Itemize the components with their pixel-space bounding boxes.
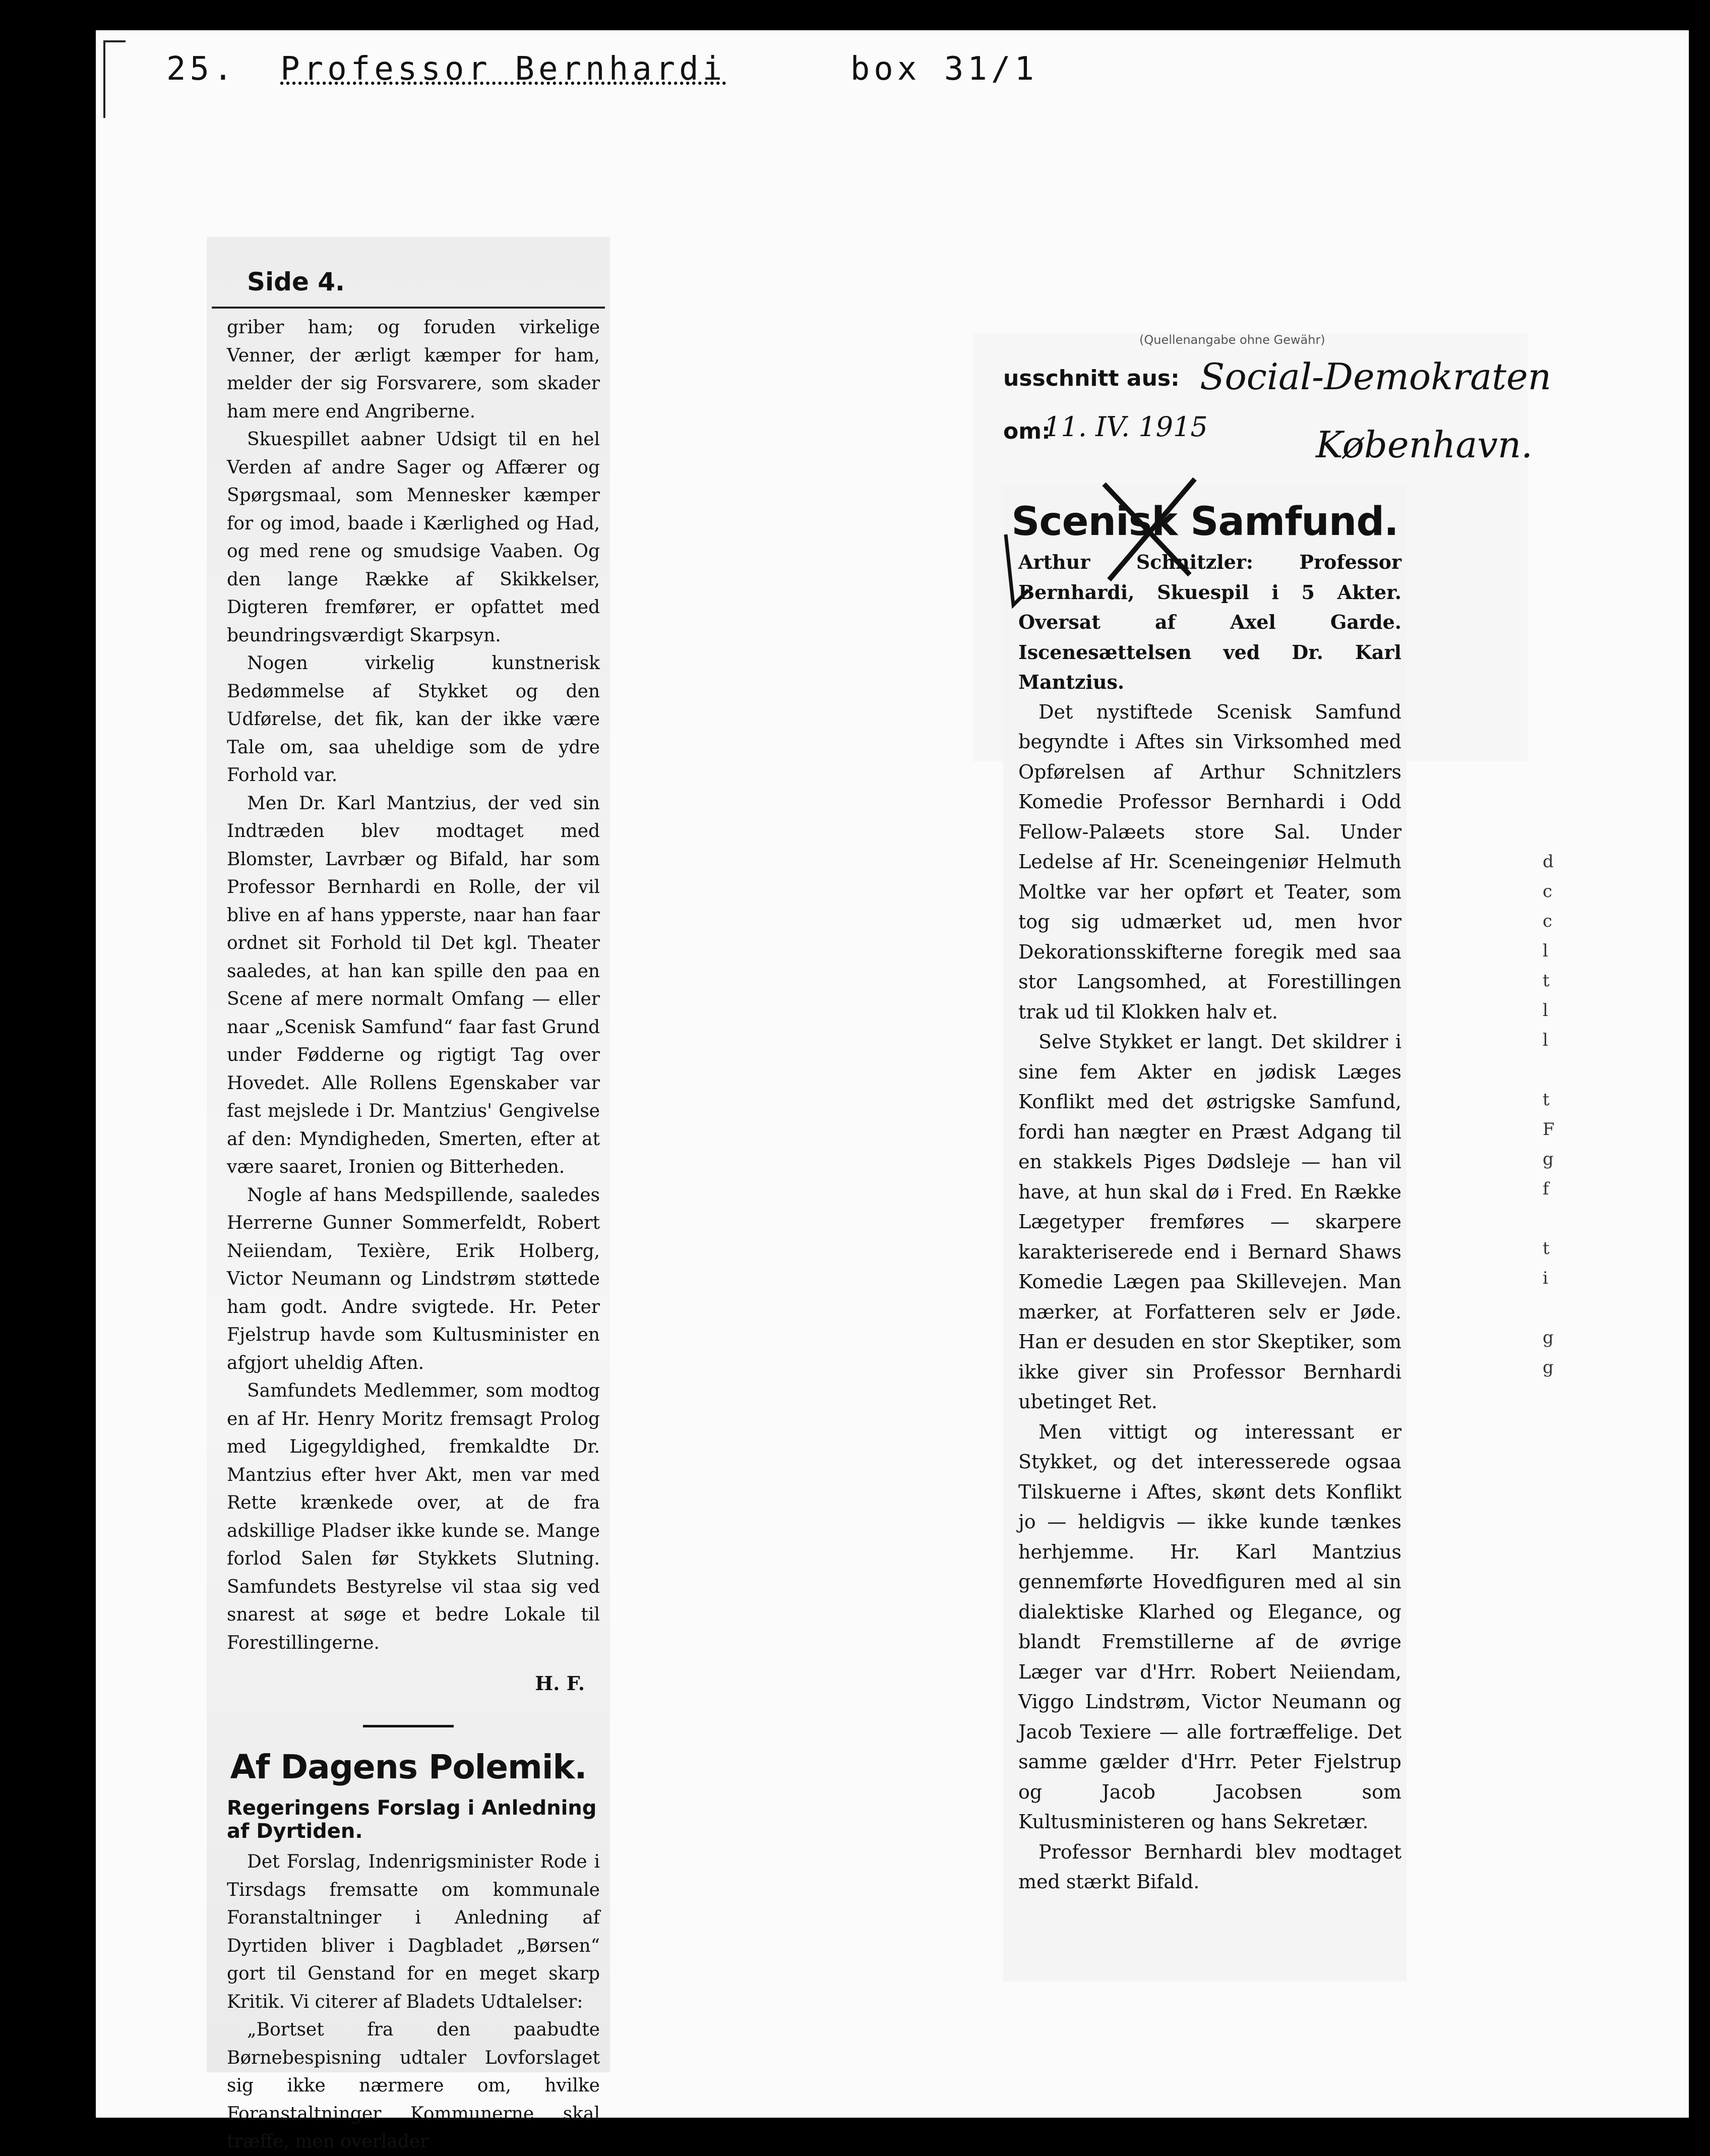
clipping-label: usschnitt aus: [1003, 366, 1180, 391]
second-article-body [207, 1848, 610, 2156]
paragraph: Samfundets Medlemmer, som modtog en af Hr. Henry Moritz fremsagt Prolog med Ligegyldighed, fremkaldte Dr. Mantzius efter hver Akt, men var med Rette krænkede over, at de fra adskillige Pladser ikke kunde se. Mange forlod Salen før Stykkets Slutning. Samfundets Bestyrelse vil staa sig ved snarest at søge et bedre Lokale til Forestillingerne. [227, 1381, 600, 1653]
paragraph: Nogle af hans Medspillende, saaledes Herrerne Gunner Sommerfeldt, Robert Neiiendam, Texière, Erik Holberg, Victor Neumann og Lindstrøm støttede ham godt. Andre svigtede. Hr. Peter Fjelstrup havde som Kultusminister en afgjort uheldig Aften. [227, 1184, 600, 1373]
paragraph: griber ham; og foruden virkelige Venner, der ærligt kæmper for ham, melder der sig Forsvarere, som skader ham mere end Angriberne. [227, 317, 600, 422]
date-label: om: [1003, 418, 1051, 444]
page-label: Side 4. [212, 237, 605, 309]
page-header [166, 50, 1038, 88]
paragraph: Men vittigt og interessant er Stykket, og det interesserede ogsaa Tilskuerne i Aftes, skønt dets Konflikt jo — heldigvis — ikke kunde tænkes herhjemme. Hr. Karl Mantzius gennemførte Hovedfiguren med al sin dialektiske Klarhed og Elegance, og blandt Fremstillerne af de øvrige Læger var d'Hrr. Robert Neiiendam, Viggo Lindstrøm, Victor Neumann og Jacob Texiere — alle fortræffelige. Det samme gælder d'Hrr. Peter Fjelstrup og Jacob Jacobsen som Kultusministeren og hans Sekretær. [1018, 1420, 1401, 1833]
date-value: 11. IV. 1915 [1044, 411, 1208, 443]
left-article-body [207, 309, 610, 1657]
article-heading: Scenisk Samfund. [1011, 499, 1398, 545]
corner-mark [103, 40, 126, 118]
paragraph: Det Forslag, Indenrigsminister Rode i Tirsdags fremsatte om kommunale Foranstaltninger i Anledning af Dyrtiden bliver i Dagbladet „Børsen“ gort til Genstand for en meget skarp Kritik. Vi citerer af Bladets Udtalelser: [227, 1851, 600, 2012]
left-clipping [207, 237, 610, 2152]
header-title: Professor Bernhardi [280, 50, 726, 88]
clipping-source: Social-Demokraten [1200, 355, 1552, 398]
right-article-body [1003, 547, 1407, 1897]
paragraph: Professor Bernhardi blev modtaget med stærkt Bifald. [1018, 1840, 1401, 1893]
right-clipping [1003, 484, 1407, 1982]
paragraph: Skuespillet aabner Udsigt til en hel Verden af andre Sager og Affærer og Spørgsmaal, som Mennesker kæmper for og imod, baade i Kærlighed og Had, og med rene og smudsige Vaaben. Og den lange Række af Skikkelser, Digteren fremfører, er opfattet med beundringsværdigt Skarpsyn. [227, 429, 600, 646]
paragraph: Men Dr. Karl Mantzius, der ved sin Indtræden blev modtaget med Blomster, Lavrbær og Bifald, har som Professor Bernhardi en Rolle, der vil blive en af hans ypperste, naar han faar ordnet sit Forhold til Det kgl. Theater saaledes, at han kan spille den paa en Scene af mere normalt Omfang — eller naar „Scenisk Samfund“ faar fast Grund under Fødderne og rigtigt Tag over Hovedet. Alle Rollens Egenskaber var fast mejslede i Dr. Mantzius' Gengivelse af den: Myndigheden, Smerten, efter at være saaret, Ironien og Bitterheden. [227, 793, 600, 1177]
divider [363, 1725, 454, 1727]
city: København. [1316, 424, 1533, 466]
handwritten-cross-mark [1089, 469, 1210, 590]
paragraph: Det nystiftede Scenisk Samfund begyndte i Aftes sin Virksomhed med Opførelsen af Arthur Schnitzlers Komedie Professor Bernhardi i Odd Fellow-Palæets store Sal. Under Ledelse af Hr. Sceneingeniør Helmuth Moltke var her opført et Teater, som tog sig udmærket ud, men hvor Dekorationsskifterne foregik med saa stor Langsomhed, at Forestillingen trak ud til Klokken halv et. [1018, 700, 1401, 1023]
section-heading: Af Dagens Polemik. [230, 1748, 587, 1786]
paragraph: Nogen virkelig kunstnerisk Bedømmelse af Stykket og den Udførelse, det fik, kan der ikke være Tale om, saa uheldige som de ydre Forhold var. [227, 653, 600, 786]
signature: H. F. [535, 1672, 585, 1695]
article-lead: Arthur Schnitzler: Professor Bernhardi, Skuespil i 5 Akter. Oversat af Axel Garde. Iscenesættelsen ved Dr. Karl Mantzius. [1018, 551, 1401, 693]
handwritten-check-mark [1001, 529, 1031, 610]
section-subheading: Regeringens Forslag i Anledning af Dyrtiden. [227, 1796, 597, 1843]
paragraph: „Bortset fra den paabudte Børnebespisning udtaler Lovforslaget sig ikke nærmere om, hvilke Foranstaltninger Kommunerne skal træffe, men overlader [227, 2019, 600, 2152]
source-fragment: (Quellenangabe ohne Gewähr) [1139, 333, 1325, 347]
edge-fragments: d c c l t l l t F g f t i g g [1543, 852, 1555, 1378]
header-box: box 31/1 [850, 50, 1038, 88]
header-number: 25. [166, 50, 237, 88]
paragraph: Selve Stykket er langt. Det skildrer i sine fem Akter en jødisk Læges Konflikt med det østrigske Samfund, fordi han nægter en Præst Adgang til en stakkels Piges Dødsleje — han vil have, at hun skal dø i Fred. En Række Lægetyper fremføres — skarpere karakteriserede end i Bernard Shaws Komedie Lægen paa Skillevejen. Man mærker, at Forfatteren selv er Jøde. Han er desuden en stor Skeptiker, som ikke giver sin Professor Bernhardi ubetinget Ret. [1018, 1031, 1401, 1413]
